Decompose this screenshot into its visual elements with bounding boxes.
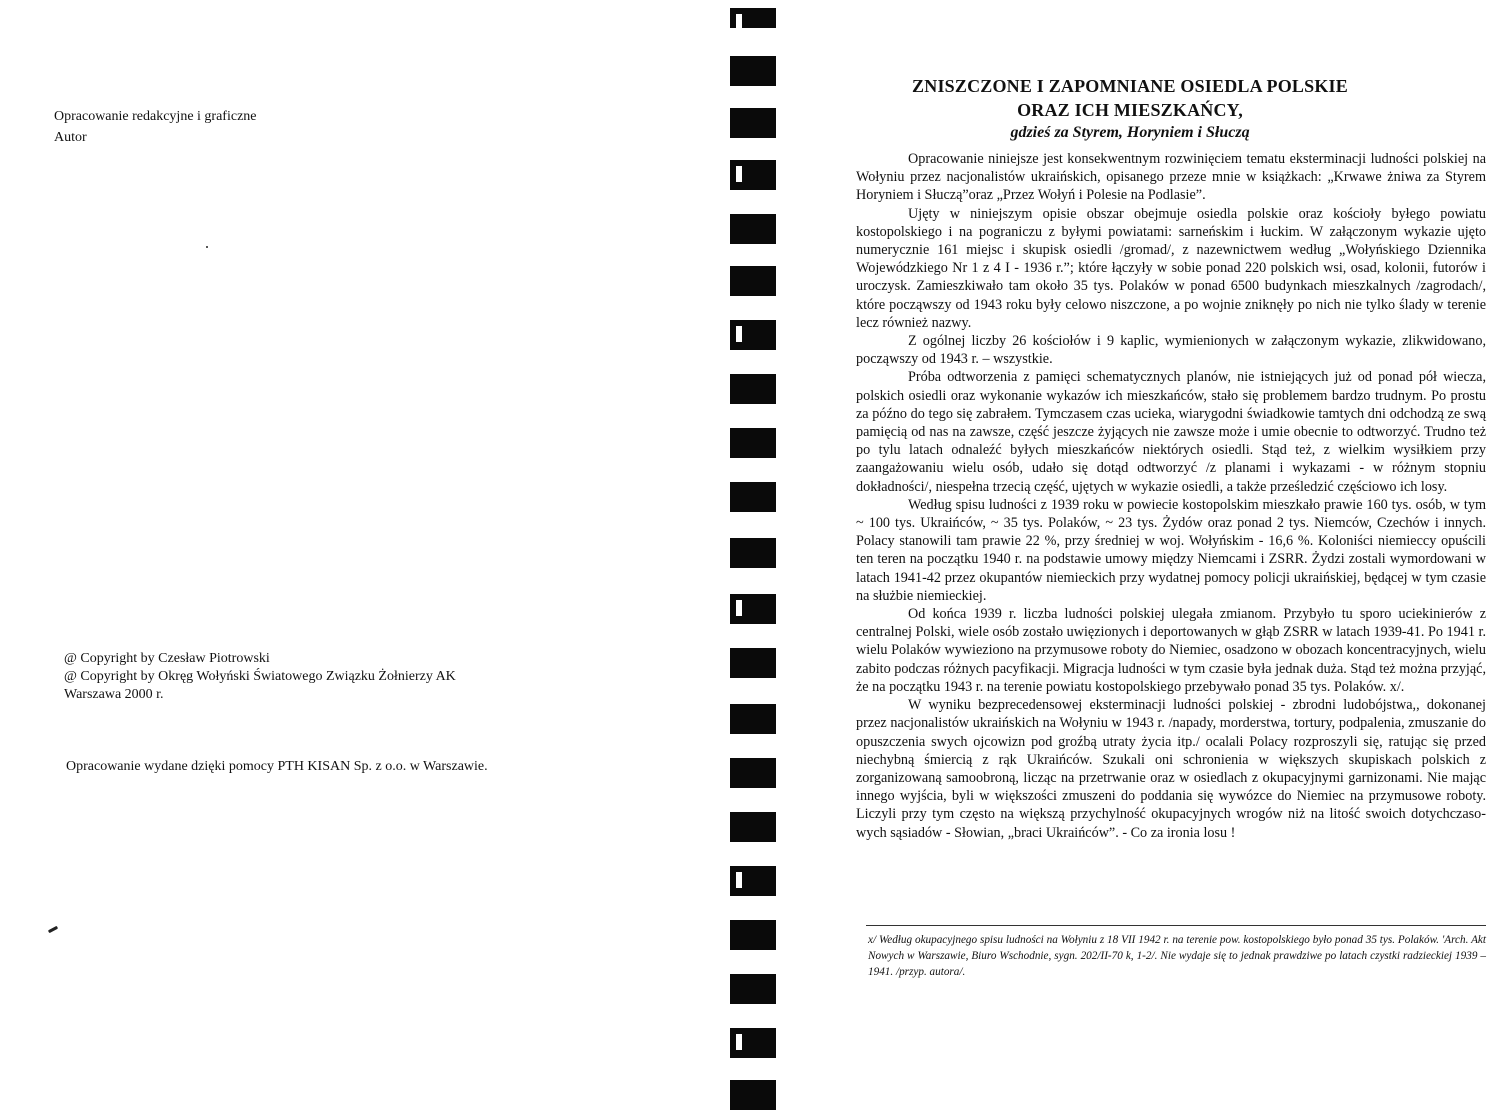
paragraph: W wyniku bezprecedensowej eksterminacji ludności polskiej - zbrodni ludobójstwa,, dokonanej przez nacjonalistów ukraińskich na Wołyniu w 1943 r. /napady, morderstwa, tortury, podpalenia, zmuszanie do opuszczenia swych ojcowizn pod groźbą utraty życia itp./ ocalali Polacy rozproszyli się, ratując się przed niechybną śmiercią z rąk Ukraińców. Szukali oni schronienia w większych skupiskach polskich z zorganizowaną samoobroną, licząc na przetrwanie oraz w osiedlach z okupacyjnymi garnizonami. Nie mając innego wyjścia, byli w większości zmuszeni do poddania się wywózce do Niemiec na przymusowe roboty. Liczyli przy tym często na większą przychylność okupacyjnych wrogów niż na litość swoich dotychczaso-wych sąsiadów - Słowian, „braci Ukraińców”. - Co za ironia losu ! — [856, 697, 1486, 841]
binding-ring — [730, 320, 776, 350]
binding-ring — [730, 482, 776, 512]
copyright-line: Warszawa 2000 r. — [64, 687, 164, 702]
scan-speck — [48, 926, 58, 933]
title-subtitle: gdzieś za Styrem, Horyniem i Słuczą — [1010, 124, 1250, 141]
binding-ring — [730, 812, 776, 842]
binding-ring — [730, 1080, 776, 1110]
paragraph: Z ogólnej liczby 26 kościołów i 9 kaplic, wymienionych w załączonym wykazie, zlikwidowano, począwszy od 1943 r. – wszystkie. — [856, 333, 1486, 368]
binding-ring — [730, 920, 776, 950]
binding-ring — [730, 538, 776, 568]
copyright-line: @ Copyright by Okręg Wołyński Światowego Związku Żołnierzy AK — [64, 669, 456, 684]
binding-ring — [730, 374, 776, 404]
copyright-line: @ Copyright by Czesław Piotrowski — [64, 651, 270, 666]
binding-ring — [730, 8, 776, 28]
binding-ring — [730, 108, 776, 138]
chapter-title — [870, 74, 1390, 144]
scan-speck — [206, 246, 208, 248]
binding-ring — [730, 266, 776, 296]
paragraph: Próba odtworzenia z pamięci schematycznych planów, nie istniejących już od ponad pół wiecza, polskich osiedli oraz wykonanie wykazów ich mieszkańców, stało się problemem bardzo trudnym. Po prostu za późno do tego się zabrałem. Tymczasem czas ucieka, wiarygodni świadkowie tamtych dni odchodzą ze swą pamięcią od nas na zawsze, część jeszcze żyjących nie zawsze może i umie obecnie to odtworzyć. Trudno też po tylu latach odnaleźć byłych mieszkańców niektórych osiedli. Stąd też, z wielkim wysiłkiem przy zaangażowaniu wielu osób, udało się dotąd odtworzyć /z planami i wykazami - w różnym stopniu dokładności/, niespełna trzecią część, ujętych w wykazie osiedli, a także prześledzić częściowo ich losy. — [856, 369, 1486, 495]
binding-spine — [730, 0, 778, 1115]
paragraph: Według spisu ludności z 1939 roku w powiecie kostopolskim mieszkało prawie 160 tys. osób, w tym ~ 100 tys. Ukraińców, ~ 35 tys. Polaków, ~ 23 tys. Żydów oraz ponad 2 tys. Niemców, Czechów i innych. Polacy stanowili tam prawie 22 %, przy średniej w woj. Wołyńskim - 16,6 %. Koloniści niemieccy opuścili ten teren na początku 1940 r. na podstawie umowy między Niemcami i ZSRR. Żydzi zostali wymordowani w latach 1941-42 przez okupantów niemieckich przy wydatnej pomocy policji ukraińskiej, będącej w tym czasie na służbie niemieckiej. — [856, 496, 1486, 604]
binding-ring — [730, 648, 776, 678]
paragraph: Od końca 1939 r. liczba ludności polskiej ulegała zmianom. Przybyło tu sporo uciekinierów z centralnej Polski, wiele osób zostało uwięzionych i deportowanych w głąb ZSRR w latach 1939-41. Po 1941 r. wielu Polaków wywieziono na przymusowe roboty do Niemiec, osadzono w obozach koncentracyjnych, wielu zabito podczas różnych pacyfikacji. Migracja ludności w tym czasie była jednak duża. Stąd też można przyjąć, że na początku 1943 r. na terenie powiatu kostopolskiego przebywało ponad 35 tys. Polaków. x/. — [856, 606, 1486, 695]
sponsor-note: Opracowanie wydane dzięki pomocy PTH KISAN Sp. z o.o. w Warszawie. — [66, 759, 488, 774]
body-text — [856, 150, 1486, 842]
binding-ring — [730, 758, 776, 788]
binding-ring — [730, 594, 776, 624]
binding-ring — [730, 428, 776, 458]
binding-ring — [730, 974, 776, 1004]
binding-ring — [730, 56, 776, 86]
binding-ring — [730, 160, 776, 190]
copyright-block — [64, 650, 456, 704]
left-page — [0, 0, 720, 1115]
title-line: ORAZ ICH MIESZKAŃCY, — [1017, 100, 1243, 120]
binding-ring — [730, 214, 776, 244]
footnote-rule — [866, 925, 1486, 926]
right-page — [780, 0, 1488, 1115]
binding-ring — [730, 704, 776, 734]
title-line: ZNISZCZONE I ZAPOMNIANE OSIEDLA POLSKIE — [912, 76, 1348, 96]
footnote: x/ Według okupacyjnego spisu ludności na Wołyniu z 18 VII 1942 r. na terenie pow. kostopolskiego było ponad 35 tys. Polaków. 'Arch. Akt Nowych w Warszawie, Biuro Wschodnie, sygn. 202/II-70 k, 1-2/. Nie wydaje się to jednak prawdziwe po latach czystki radzieckiej 1939 – 1941. /przyp. autora/. — [868, 934, 1486, 978]
credit-line: Autor — [54, 130, 87, 145]
paragraph: Ujęty w niniejszym opisie obszar obejmuje osiedla polskie oraz kościoły byłego powiatu kostopolskiego i na pograniczu z byłymi powiatami: sarneńskim i łuckim. W załączonym wykazie ujęto numerycznie 161 miejsc i skupisk osiedli /gromad/, z nazewnictwem według „Wołyńskiego Dziennika Wojewódzkiego Nr 1 z 4 I - 1936 r.”; które łączyły w sobie ponad 220 polskich wsi, osad, kolonii, futorów i uroczysk. Zamieszkiwało tam około 35 tys. Polaków w ponad 6500 budynkach mieszkalnych /zagrodach/, które począwszy od 1943 roku były celowo niszczone, a po wojnie zniknęły po nich nie tylko ślady w terenie lecz również nazwy. — [856, 205, 1486, 331]
paragraph: Opracowanie niniejsze jest konsekwentnym rozwinięciem tematu eksterminacji ludności polskiej na Wołyniu przez nacjonalistów ukraińskich, opisanego przeze mnie w książkach: „Krwawe żniwa za Styrem Horyniem i Słuczą”oraz „Przez Wołyń i Polesie na Podlasie”. — [856, 151, 1486, 204]
editorial-credits — [54, 106, 257, 148]
binding-ring — [730, 1028, 776, 1058]
credit-line: Opracowanie redakcyjne i graficzne — [54, 109, 257, 124]
binding-ring — [730, 866, 776, 896]
